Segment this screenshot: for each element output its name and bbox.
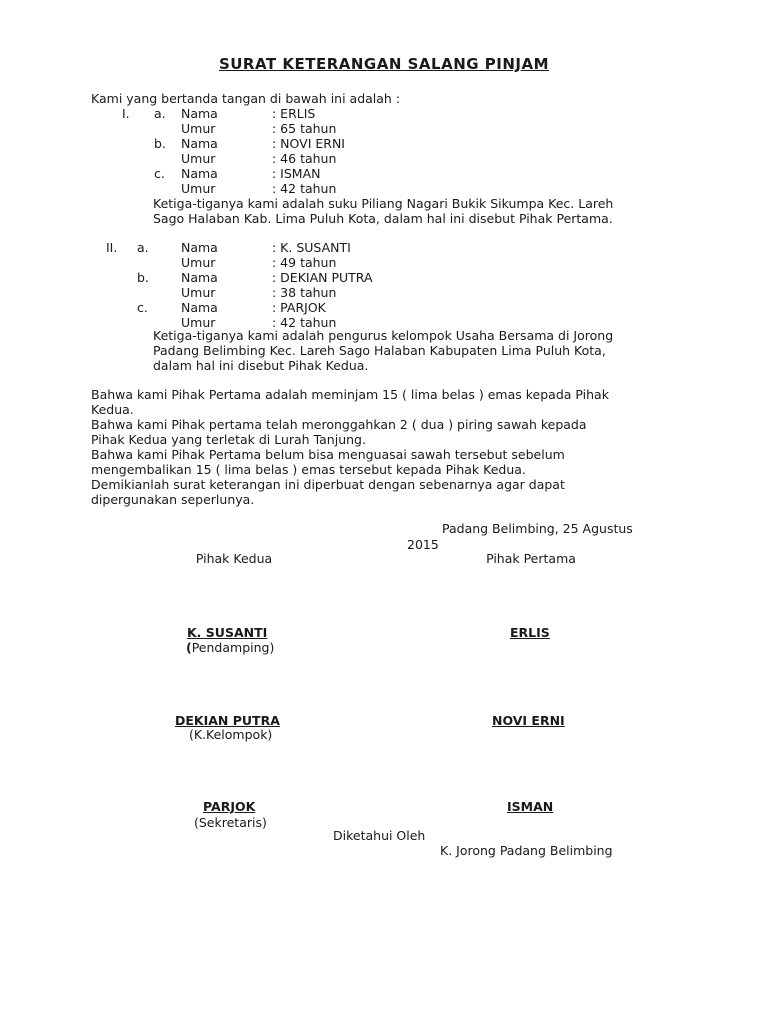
section2-description-line-1: Ketiga-tiganya kami adalah pengurus kelompok Usaha Bersama di Jorong: [153, 328, 614, 343]
body-line-6: mengembalikan 15 ( lima belas ) emas tersebut kepada Pihak Kedua.: [91, 462, 526, 477]
section2-person-c-age-label: Umur: [181, 315, 216, 330]
section1-person-c-age-label: Umur: [181, 181, 216, 196]
section1-person-c-name-value: : ISMAN: [272, 166, 321, 181]
body-line-1: Bahwa kami Pihak Pertama adalah meminjam 15 ( lima belas ) emas kepada Pihak: [91, 387, 609, 402]
signature-left-1-role-text: Pendamping): [191, 640, 275, 655]
party-left-heading: Pihak Kedua: [195, 551, 273, 566]
section1-person-a-name-value: : ERLIS: [272, 106, 316, 121]
body-line-8: dipergunakan seperlunya.: [91, 492, 255, 507]
section2-person-b-name-label: Nama: [181, 270, 218, 285]
section2-person-b-age-value: : 38 tahun: [272, 285, 337, 300]
signature-left-3-role: (Sekretaris): [194, 815, 267, 830]
acknowledger-title: K. Jorong Padang Belimbing: [440, 843, 613, 858]
section2-numeral: II.: [106, 240, 118, 255]
section1-numeral: I.: [122, 106, 130, 121]
section1-person-a-age-label: Umur: [181, 121, 216, 136]
signature-left-2-name: DEKIAN PUTRA: [175, 713, 280, 728]
signature-right-3-name: ISMAN: [507, 799, 554, 814]
signature-left-3-name: PARJOK: [203, 799, 256, 814]
signature-left-1-role: [186, 640, 274, 655]
body-line-4: Pihak Kedua yang terletak di Lurah Tanjung.: [91, 432, 366, 447]
body-line-7: Demikianlah surat keterangan ini diperbuat dengan sebenarnya agar dapat: [91, 477, 565, 492]
party-right-heading: Pihak Pertama: [486, 551, 576, 566]
section1-person-b-letter: b.: [154, 136, 166, 151]
section2-person-c-name-label: Nama: [181, 300, 218, 315]
section2-person-c-name-value: : PARJOK: [272, 300, 326, 315]
section1-person-a-name-label: Nama: [181, 106, 218, 121]
section2-person-b-age-label: Umur: [181, 285, 216, 300]
section2-person-a-age-value: : 49 tahun: [272, 255, 337, 270]
section2-description-line-3: dalam hal ini disebut Pihak Kedua.: [153, 358, 369, 373]
body-line-5: Bahwa kami Pihak Pertama belum bisa menguasai sawah tersebut sebelum: [91, 447, 565, 462]
section2-person-b-letter: b.: [137, 270, 149, 285]
section1-person-c-age-value: : 42 tahun: [272, 181, 337, 196]
section1-person-b-name-value: : NOVI ERNI: [272, 136, 345, 151]
section1-person-b-name-label: Nama: [181, 136, 218, 151]
signature-left-2-role: (K.Kelompok): [189, 727, 273, 742]
document-title: SURAT KETERANGAN SALANG PINJAM: [218, 55, 550, 73]
section1-person-a-letter: a.: [154, 106, 166, 121]
body-line-2: Kedua.: [91, 402, 134, 417]
section1-description-line-2: Sago Halaban Kab. Lima Puluh Kota, dalam hal ini disebut Pihak Pertama.: [153, 211, 613, 226]
section2-person-a-name-value: : K. SUSANTI: [272, 240, 351, 255]
acknowledged-by-label: Diketahui Oleh: [333, 828, 426, 843]
signature-right-2-name: NOVI ERNI: [492, 713, 565, 728]
intro-text: Kami yang bertanda tangan di bawah ini adalah :: [91, 91, 401, 106]
section2-person-a-name-label: Nama: [181, 240, 218, 255]
body-line-3: Bahwa kami Pihak pertama telah meronggahkan 2 ( dua ) piring sawah kepada: [91, 417, 587, 432]
section1-person-c-name-label: Nama: [181, 166, 218, 181]
section1-person-a-age-value: : 65 tahun: [272, 121, 337, 136]
section2-person-a-letter: a.: [137, 240, 149, 255]
section2-person-c-age-value: : 42 tahun: [272, 315, 337, 330]
signature-left-1-name: K. SUSANTI: [187, 625, 268, 640]
section1-person-b-age-label: Umur: [181, 151, 216, 166]
date-year: 2015: [407, 537, 439, 552]
section1-description-line-1: Ketiga-tiganya kami adalah suku Piliang Nagari Bukik Sikumpa Kec. Lareh: [153, 196, 614, 211]
section2-person-a-age-label: Umur: [181, 255, 216, 270]
section1-person-c-letter: c.: [154, 166, 165, 181]
signature-left-1-role-paren: (: [186, 640, 192, 655]
section2-person-c-letter: c.: [137, 300, 148, 315]
signature-right-1-name: ERLIS: [510, 625, 550, 640]
section1-person-b-age-value: : 46 tahun: [272, 151, 337, 166]
section2-person-b-name-value: : DEKIAN PUTRA: [272, 270, 373, 285]
section2-description-line-2: Padang Belimbing Kec. Lareh Sago Halaban Kabupaten Lima Puluh Kota,: [153, 343, 606, 358]
place-date: Padang Belimbing, 25 Agustus: [442, 521, 633, 536]
